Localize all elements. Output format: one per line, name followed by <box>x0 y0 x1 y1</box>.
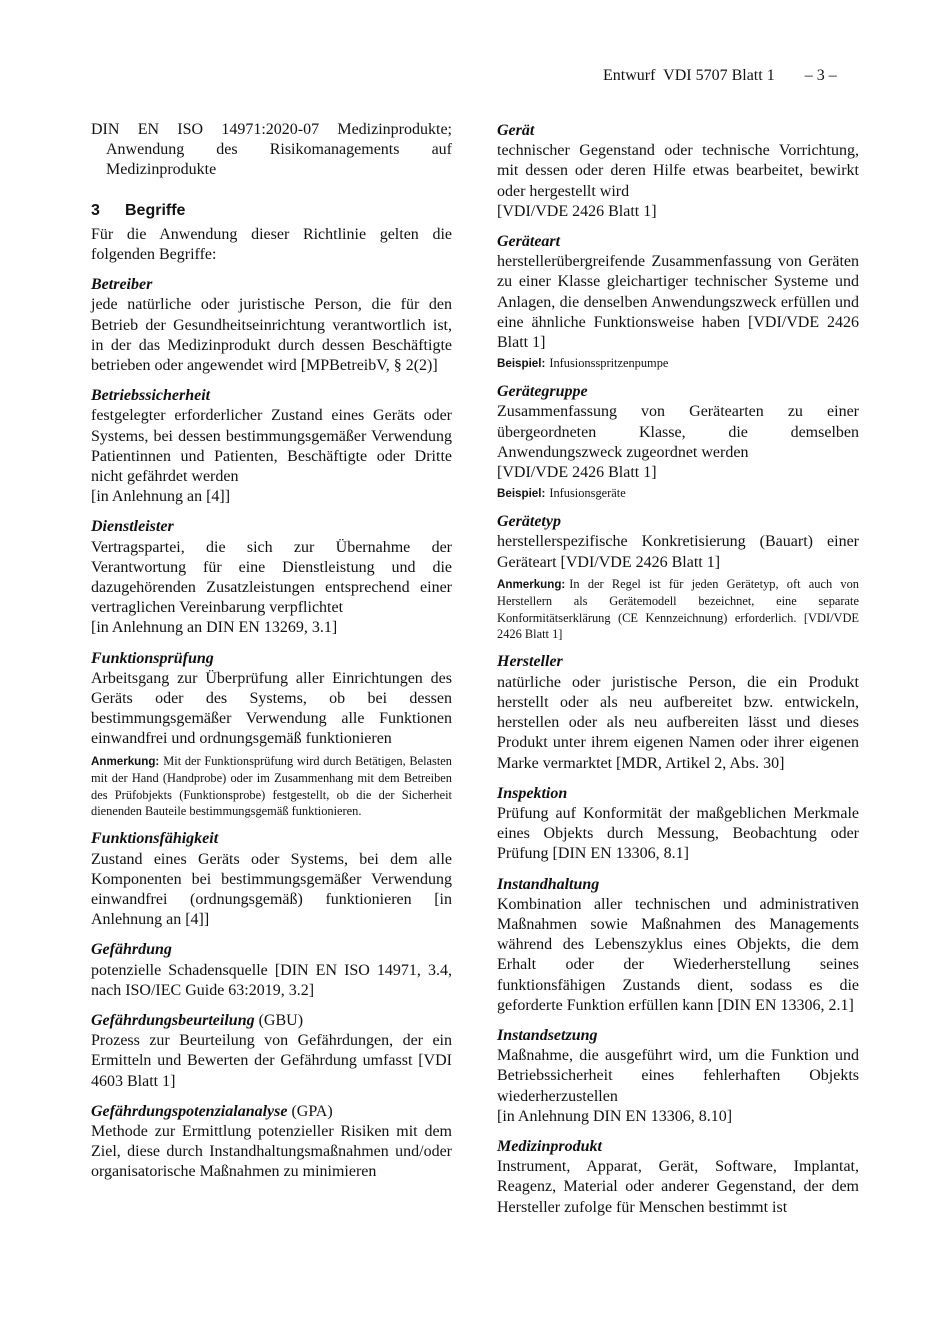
term-title: Instandhaltung <box>497 875 600 893</box>
term-definition: potenzielle Schadensquelle [DIN EN ISO 14971, 3.4, nach ISO/IEC Guide 63:2019, 3.2] <box>91 961 452 999</box>
left-column <box>91 120 452 1193</box>
section-title: Begriffe <box>125 201 186 219</box>
term-title: Funktionsprüfung <box>91 649 214 667</box>
term-definition: Methode zur Ermittlung potenzieller Risiken mit dem Ziel, diese durch Instandhaltungsmaßnahmen und/oder organisatorische Maßnahmen zu minimieren <box>91 1122 452 1181</box>
term-definition: technischer Gegenstand oder technische Vorrichtung, mit dessen oder deren Hilfe etwas bearbeitet, bewirkt oder hergestellt wird <box>497 142 859 200</box>
example-text: Infusionsgeräte <box>549 486 626 501</box>
term-definition: Prozess zur Beurteilung von Gefährdungen, der ein Ermitteln und Bewerten der Gefährdung umfasst [VDI 4603 Blatt 1] <box>91 1032 452 1090</box>
term-source: [in Anlehnung DIN EN 13306, 8.10] <box>497 1107 733 1125</box>
term-definition: Zustand eines Geräts oder Systems, bei dem alle Komponenten bei bestimmungsgemäßer Verwendung einwandfrei (ordnungsgemäß) funktionieren [in Anlehnung an [4]] <box>91 850 452 929</box>
note-text: Mit der Funktionsprüfung wird durch Betätigen, Belasten mit der Hand (Handprobe) oder im Zusammenhang mit dem Betreiben des Prüfobjekts (Funktionsprobe) festgestellt, ob die der Sicherheit dienenden Bauteile bestimmungsgemäß funktionieren. <box>91 753 452 818</box>
term-title: Betreiber <box>91 276 153 294</box>
term-entry <box>497 512 859 642</box>
reference-entry: DIN EN ISO 14971:2020-07 Medizinprodukte; Anwendung des Risikomanagements auf Medizinprodukte <box>91 121 452 179</box>
document-id: Entwurf VDI 5707 Blatt 1 <box>603 67 775 84</box>
term-entry <box>497 121 859 222</box>
term-entry <box>91 1011 452 1092</box>
term-source: [VDI/VDE 2426 Blatt 1] <box>497 464 657 482</box>
term-title-line <box>91 1102 452 1122</box>
term-title-line <box>91 1011 452 1031</box>
term-note <box>497 576 859 643</box>
term-title: Geräteart <box>497 233 561 251</box>
term-entry <box>497 652 859 773</box>
note-text: In der Regel ist für jeden Gerätetyp, oft auch von Herstellern als Gerätemodell bezeichnet, eine separate Konformitätserklärung (CE Kennzeichnung) erforderlich. [VDI/VDE 2426 Blatt 1] <box>497 576 859 642</box>
term-entry <box>497 1137 859 1218</box>
term-definition: herstellerspezifische Konkretisierung (Bauart) einer Geräteart [VDI/VDE 2426 Blatt 1] <box>497 533 859 571</box>
term-entry <box>91 386 452 507</box>
term-title: Dienstleister <box>91 518 174 536</box>
term-title: Funktionsfähigkeit <box>91 830 219 848</box>
term-entry <box>91 829 452 930</box>
term-entry <box>497 875 859 1016</box>
term-entry <box>91 1102 452 1183</box>
term-title: Hersteller <box>497 653 563 671</box>
term-definition: herstellerübergreifende Zusammenfassung von Geräten zu einer Klasse gleichartiger technischer Systeme und Anlagen, die denselben Anwendungszweck erfüllen und eine ähnliche Funktionsweise haben [VDI/VDE 2426 Blatt 1] <box>497 253 859 352</box>
term-definition: Maßnahme, die ausgeführt wird, um die Funktion und Betriebssicherheit eines fehlerhaften Objekts wiederherzustellen <box>497 1047 859 1105</box>
term-entry <box>91 275 452 376</box>
term-definition: Arbeitsgang zur Überprüfung aller Einrichtungen des Geräts oder des Systems, ob bei dessen bestimmungsgemäßer Verwendung alle Funktionen einwandfrei und ordnungsgemäß funktionieren <box>91 669 452 748</box>
term-entry <box>497 232 859 372</box>
page-number: – 3 – <box>804 67 837 84</box>
term-title: Inspektion <box>497 784 568 802</box>
term-definition: Zusammenfassung von Gerätearten zu einer übergeordneten Klasse, die demselben Anwendungszweck zugeordnet werden <box>497 403 859 461</box>
note-label: Anmerkung: <box>497 577 566 591</box>
term-title: Gerätetyp <box>497 513 561 531</box>
term-title: Gerätegruppe <box>497 383 588 401</box>
example-label: Beispiel: <box>497 357 546 371</box>
term-source: [in Anlehnung an [4]] <box>91 488 231 506</box>
term-title: Instandsetzung <box>497 1026 598 1044</box>
term-title: Gefährdungspotenzialanalyse <box>91 1102 288 1120</box>
term-source: [in Anlehnung an DIN EN 13269, 3.1] <box>91 619 338 637</box>
term-definition: natürliche oder juristische Person, die ein Produkt herstellt oder als neu aufbereitet bzw. entwickeln, herstellen oder als neu aufbereiten lässt und dieses Produkt unter ihrem eigenen Namen oder ihrer eigenen Marke vermarktet [MDR, Artikel 2, Abs. 30] <box>497 673 859 772</box>
term-title: Gefährdungsbeurteilung <box>91 1011 255 1029</box>
term-title: Medizinprodukt <box>497 1137 602 1155</box>
term-entry <box>91 649 452 820</box>
page-header <box>603 67 837 85</box>
example-text: Infusionsspritzenpumpe <box>549 356 669 371</box>
note-label: Anmerkung: <box>91 754 160 768</box>
right-column <box>497 121 859 1228</box>
term-example <box>497 485 859 502</box>
term-title: Gerät <box>497 122 535 139</box>
section-intro: Für die Anwendung dieser Richtlinie gelten die folgenden Begriffe: <box>91 225 452 264</box>
term-entry <box>497 1026 859 1127</box>
example-label: Beispiel: <box>497 487 546 501</box>
term-definition: Instrument, Apparat, Gerät, Software, Implantat, Reagenz, Material oder anderer Gegenstand, der dem Hersteller zufolge für Menschen bestimmt ist <box>497 1158 859 1216</box>
term-definition: Prüfung auf Konformität der maßgeblichen Merkmale eines Objekts durch Messung, Beobachtung oder Prüfung [DIN EN 13306, 8.1] <box>497 804 859 863</box>
section-number: 3 <box>91 201 100 219</box>
term-abbreviation: (GPA) <box>287 1102 333 1120</box>
term-definition: festgelegter erforderlicher Zustand eines Geräts oder Systems, bei dessen bestimmungsgemäßer Verwendung Patientinnen und Patienten, Beschäftigte oder Dritte nicht gefährdet werden <box>91 407 452 486</box>
term-entry <box>497 784 859 865</box>
term-entry <box>91 940 452 1001</box>
term-entry <box>497 382 859 502</box>
term-abbreviation: (GBU) <box>254 1011 304 1029</box>
term-title: Betriebssicherheit <box>91 387 211 405</box>
term-note <box>91 753 452 820</box>
term-definition: jede natürliche oder juristische Person, die für den Betrieb der Gesundheitseinrichtung verantwortlich ist, in der das Medizinprodukt durch dessen Beschäftigte betrieben oder angewendet wird [MPBetreibV, § 2(2)] <box>91 296 452 375</box>
term-source: [VDI/VDE 2426 Blatt 1] <box>497 202 657 220</box>
term-title: Gefährdung <box>91 941 172 959</box>
term-definition: Vertragspartei, die sich zur Übernahme der Verantwortung für eine Dienstleistung und die dazugehörenden Zusatzleistungen entsprechend einer vertraglichen Vereinbarung verpflichtet <box>91 538 452 617</box>
section-heading <box>91 201 452 221</box>
term-entry <box>91 517 452 638</box>
term-example <box>497 355 859 372</box>
term-definition: Kombination aller technischen und administrativen Maßnahmen sowie Maßnahmen des Managements während des Lebenszyklus eines Objekts, die dem Erhalt oder der Wiederherstellung seines funktionsfähigen Zustands dient, sodass es die geforderte Funktion erfüllen kann [DIN EN 13306, 2.1] <box>497 895 859 1014</box>
